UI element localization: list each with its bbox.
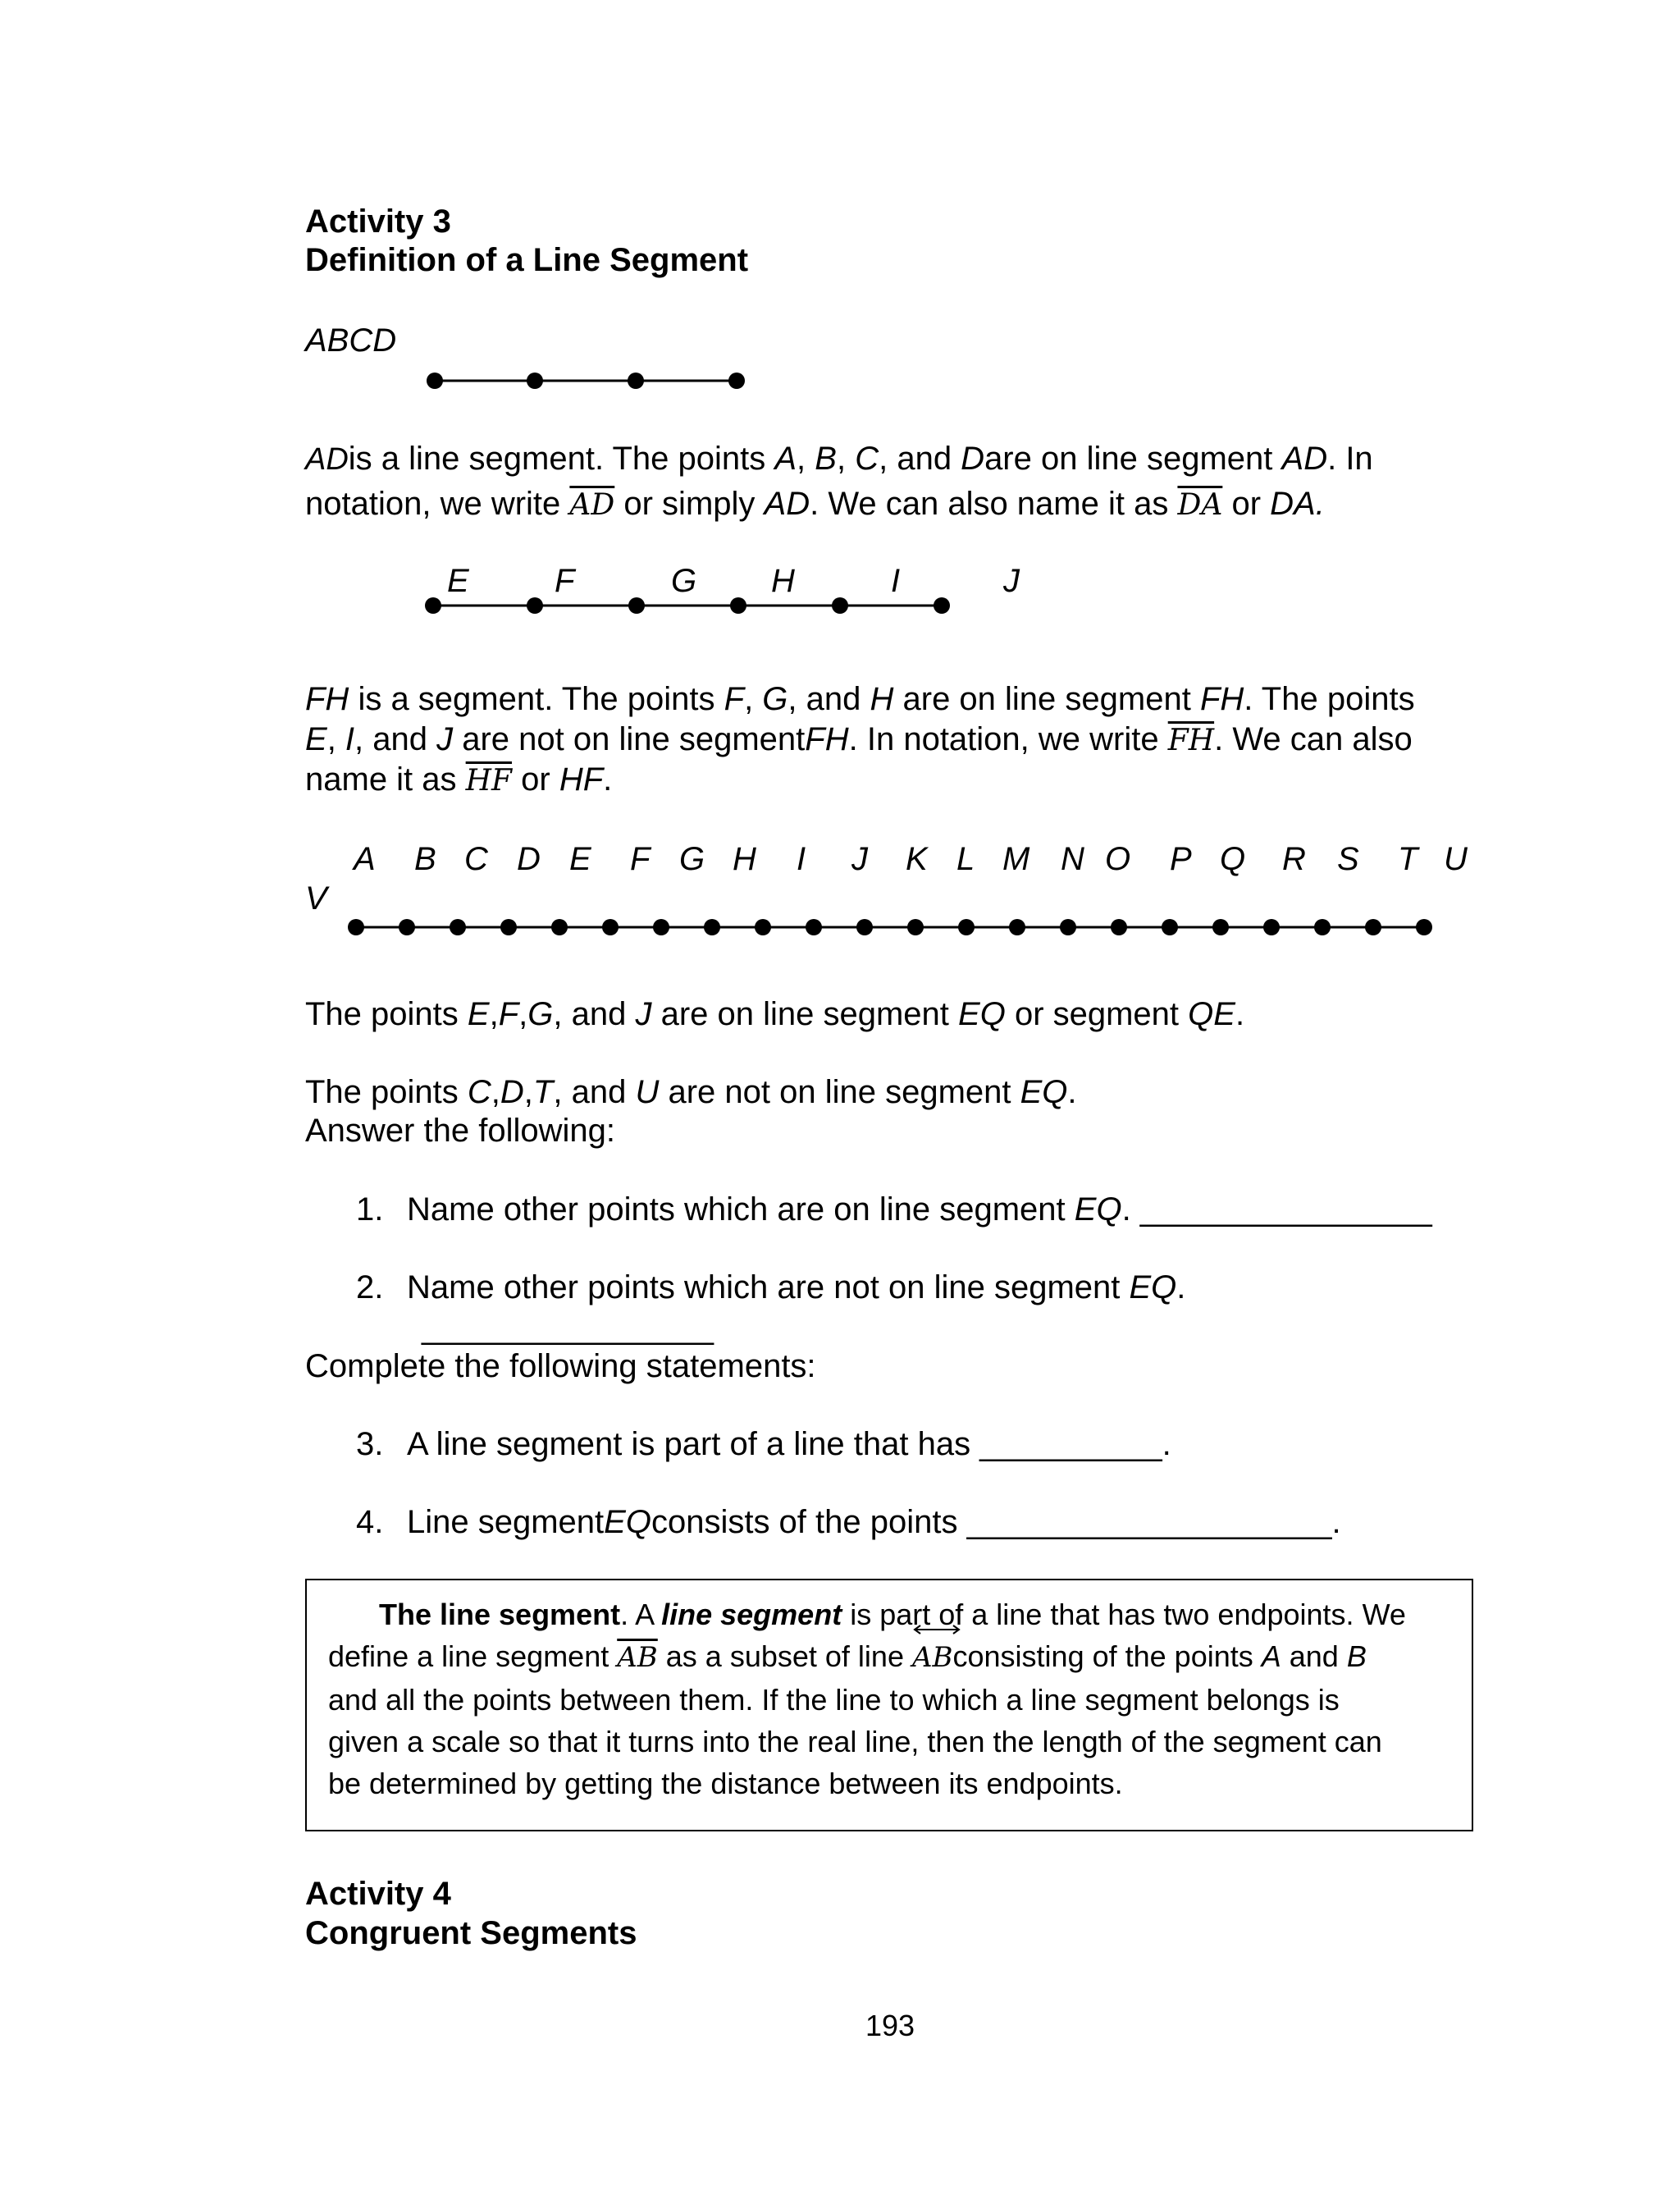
- page-number: 193: [865, 2009, 915, 2042]
- figure2-segment: [0, 589, 1680, 622]
- figure3-segment: [0, 911, 1680, 944]
- figure3-label: Q: [1220, 841, 1246, 877]
- para2-line1: FH is a segment. The points F, G, and H are on line segment FH. The points: [305, 681, 1415, 717]
- activity4-title: Activity 4: [305, 1876, 451, 1912]
- figure2-label-f: F: [555, 563, 575, 599]
- segment-ad-notation: $\overline{AD}$: [569, 488, 615, 522]
- activity3-subtitle: Definition of a Line Segment: [305, 242, 749, 278]
- figure3-label: J: [851, 841, 868, 877]
- segment-da-notation: $\overline{DA}$: [1177, 488, 1223, 522]
- figure3-label: T: [1398, 841, 1418, 877]
- figure3-label: O: [1105, 841, 1131, 877]
- figure3-label: F: [630, 841, 651, 877]
- figure1-labels: ABCD: [305, 322, 397, 359]
- activity3-title: Activity 3: [305, 203, 451, 240]
- question-1: Name other points which are on line segment EQ. ________________: [407, 1191, 1432, 1228]
- answer-heading: Answer the following:: [305, 1113, 615, 1149]
- figure2-label-g: G: [671, 563, 697, 599]
- figure3-label: G: [679, 841, 705, 877]
- segment-ab-notation: $\overline{AB}$: [617, 1641, 658, 1674]
- para2-line2: E, I, and J are not on line segmentFH. In notation, we write $\overline{FH}$. We can also: [305, 721, 1413, 757]
- figure3-label: C: [464, 841, 488, 877]
- figure3-label: I: [797, 841, 806, 877]
- activity4-subtitle: Congruent Segments: [305, 1915, 637, 1951]
- para3: The points E,F,G, and J are on line segment EQ or segment QE.: [305, 996, 1245, 1032]
- line-ab-notation: AB: [912, 1635, 953, 1679]
- figure3-label: K: [906, 841, 928, 877]
- figure3-label: U: [1444, 841, 1468, 877]
- figure3-label: E: [569, 841, 591, 877]
- question-1-number: 1.: [356, 1191, 384, 1228]
- figure3-label: S: [1337, 841, 1359, 877]
- definition-line-1: The line segment. A line segment is part of a line that has two endpoints. We: [379, 1598, 1406, 1631]
- figure3-label: P: [1170, 841, 1192, 877]
- para4: The points C,D,T, and U are not on line segment EQ.: [305, 1074, 1077, 1110]
- figure3-label: M: [1002, 841, 1030, 877]
- figure3-label: H: [733, 841, 756, 877]
- complete-heading: Complete the following statements:: [305, 1348, 816, 1384]
- question-3-number: 3.: [356, 1426, 384, 1462]
- figure3-label-v: V: [305, 880, 327, 917]
- definition-line-4: given a scale so that it turns into the real line, then the length of the segment can: [328, 1725, 1382, 1758]
- question-3: A line segment is part of a line that has __________.: [407, 1426, 1171, 1462]
- question-2-number: 2.: [356, 1269, 384, 1305]
- figure2-label-e: E: [447, 563, 469, 599]
- figure3-label: N: [1061, 841, 1084, 877]
- figure1-segment: [0, 364, 1680, 397]
- figure3-label: D: [517, 841, 541, 877]
- definition-line-2: define a line segment $\overline{AB}$ as a subset of line ABconsisting of the points A and B: [328, 1635, 1452, 1679]
- question-2-blank: ________________: [422, 1310, 714, 1346]
- question-2: Name other points which are not on line segment EQ.: [407, 1269, 1186, 1305]
- para1-line1: ADis a line segment. The points A, B, C, and Dare on line segment AD. In: [305, 441, 1373, 477]
- figure2-label-j: J: [1003, 563, 1020, 599]
- question-4-number: 4.: [356, 1504, 384, 1540]
- para2-line3: name it as $\overline{HF}$ or HF.: [305, 761, 613, 798]
- figure2-label-h: H: [771, 563, 795, 599]
- question-4: Line segmentEQconsists of the points ____________________.: [407, 1504, 1341, 1540]
- segment-hf-notation: $\overline{HF}$: [465, 764, 513, 798]
- definition-line-5: be determined by getting the distance between its endpoints.: [328, 1767, 1123, 1800]
- figure2-label-i: I: [891, 563, 901, 599]
- definition-line-3: and all the points between them. If the line to which a line segment belongs is: [328, 1683, 1340, 1717]
- figure3-label: L: [956, 841, 975, 877]
- definition-box-text: [328, 1593, 1452, 1804]
- double-arrow-icon: [912, 1624, 961, 1635]
- para1-line2: notation, we write $\overline{AD}$ or simply AD. We can also name it as $\overline{DA}$ or DA.: [305, 486, 1325, 522]
- figure3-label: B: [414, 841, 436, 877]
- segment-fh-notation: $\overline{FH}$: [1167, 724, 1215, 757]
- figure3-label: R: [1282, 841, 1306, 877]
- figure3-label: A: [354, 841, 376, 877]
